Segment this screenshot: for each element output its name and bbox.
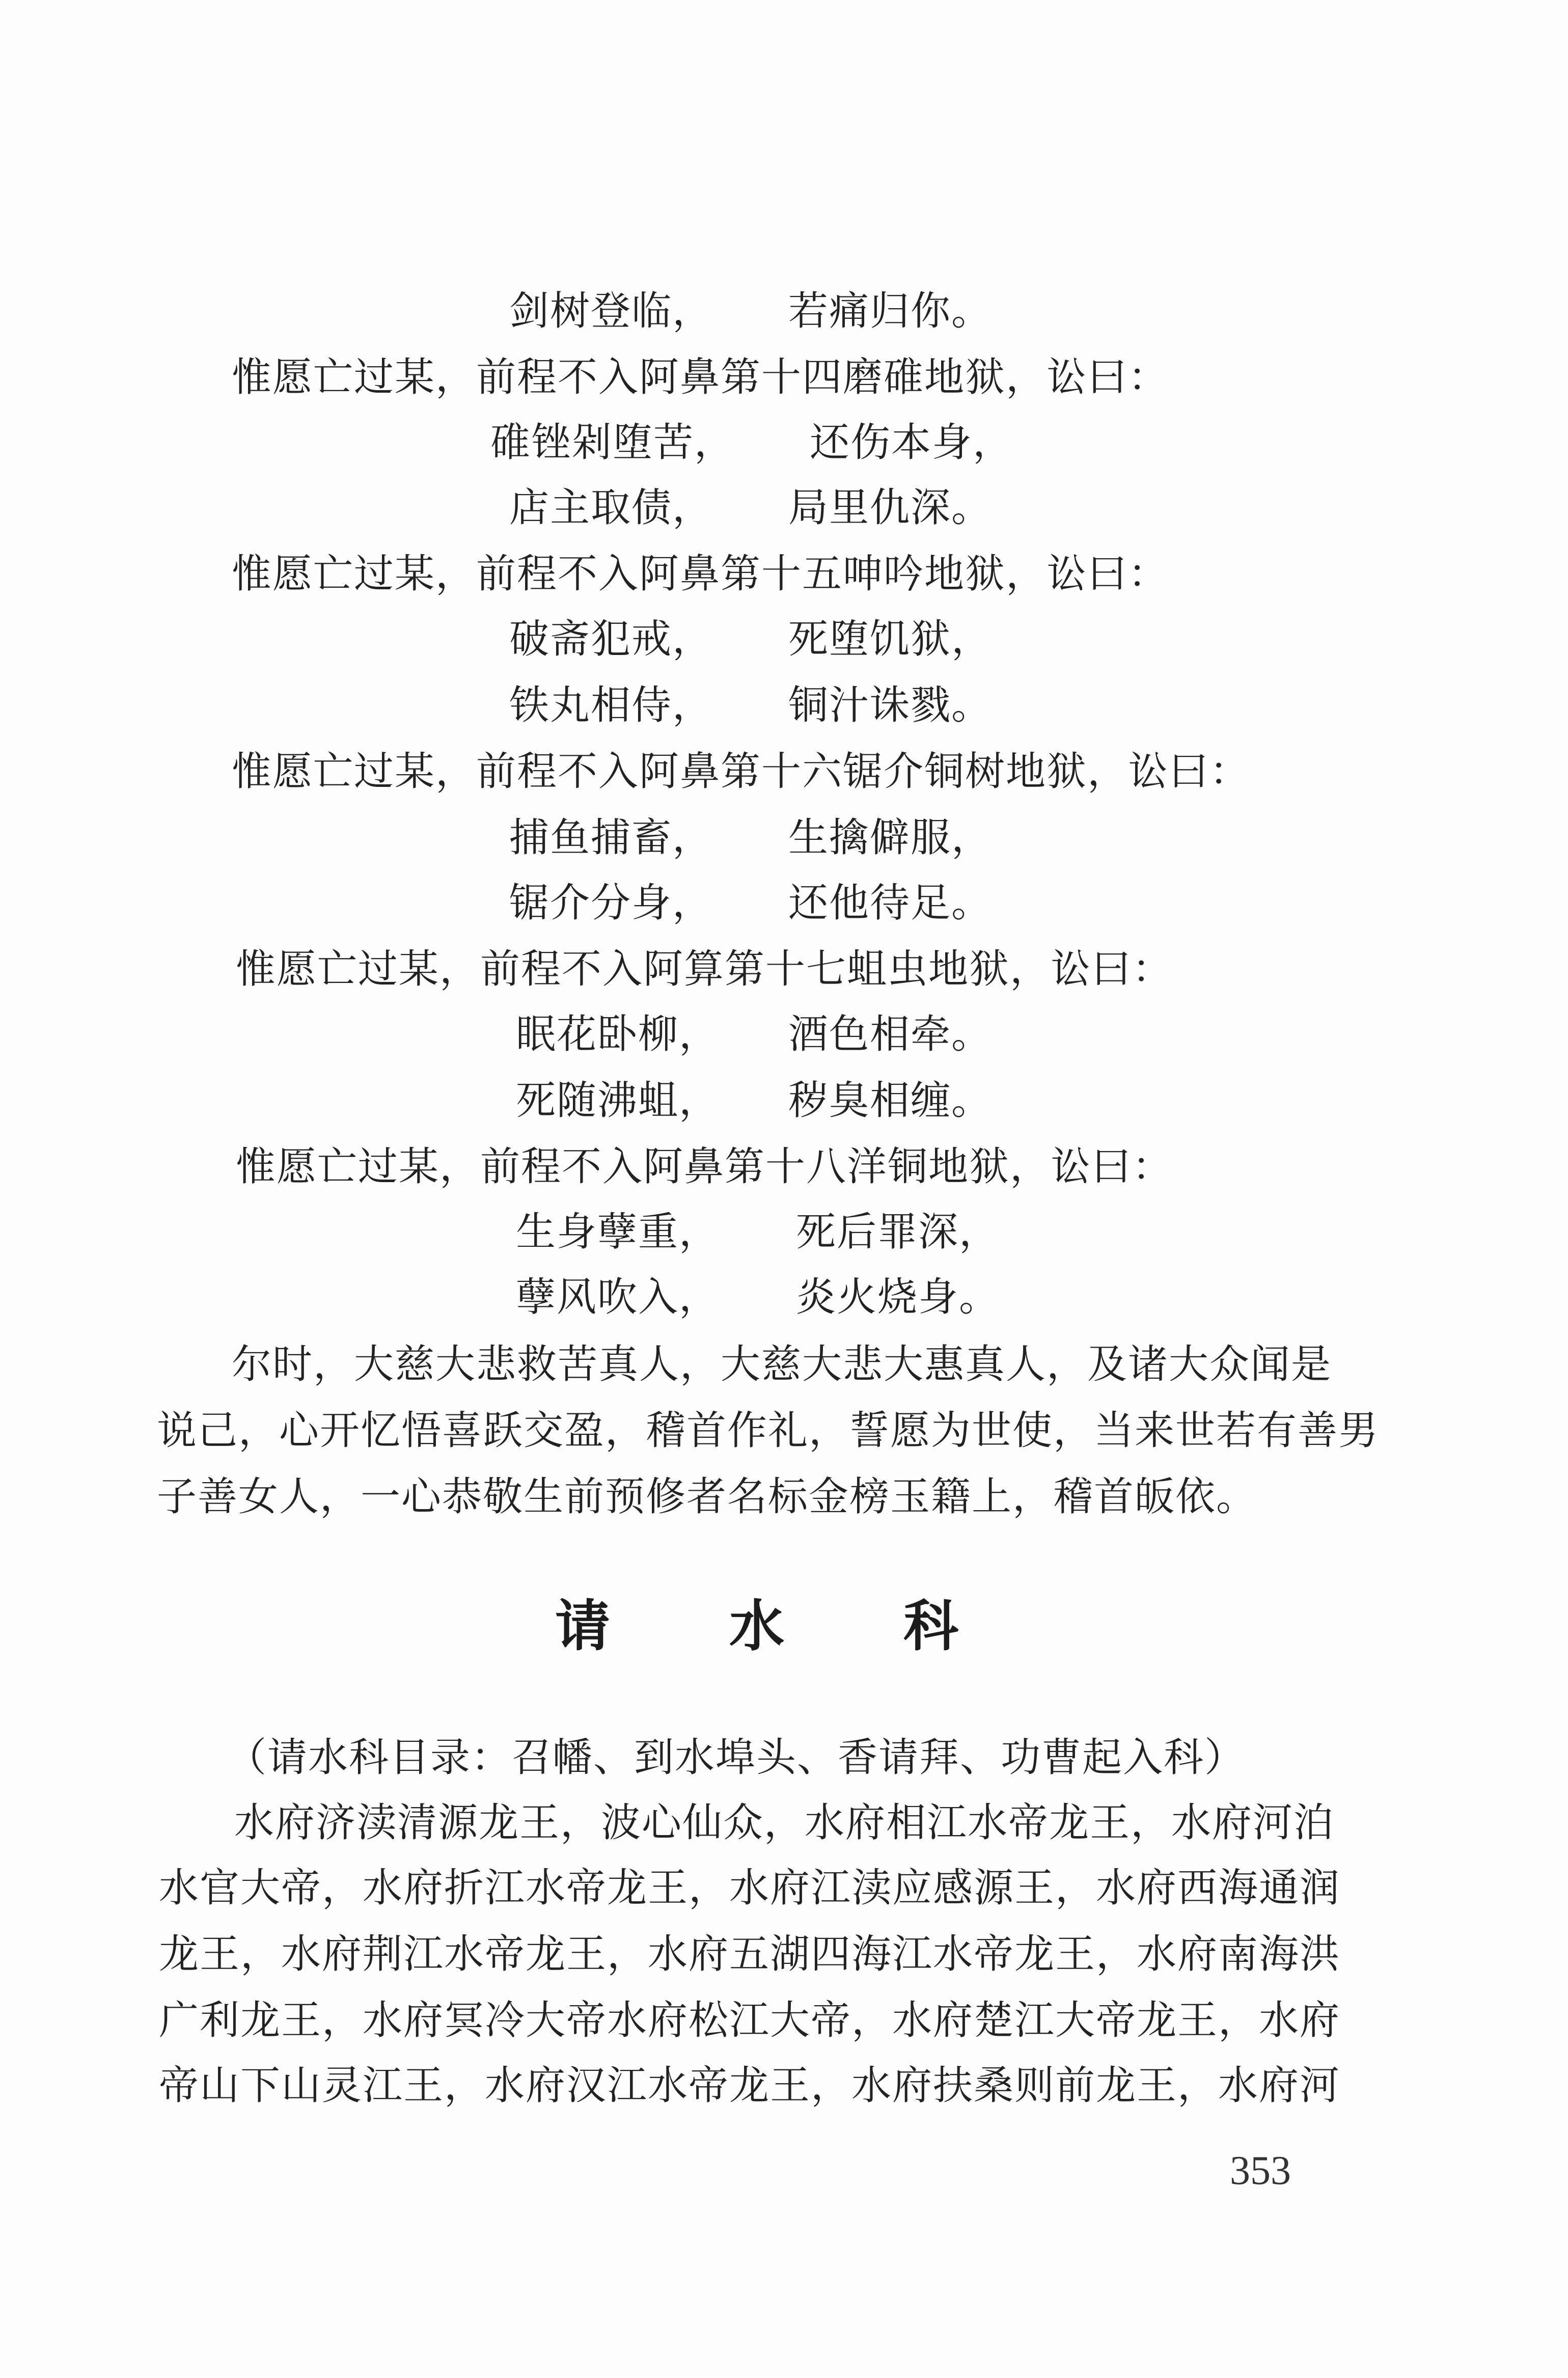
contents-note: （请水科目录：召幡、到水埠头、香请拜、功曹起入科） [227, 1735, 1246, 1781]
verse-right: 铜汁诛戮。 [788, 682, 993, 728]
paragraph-line: 尔时，大慈大悲救苦真人，大慈大悲大惠真人，及诸大众闻是 [232, 1342, 1332, 1387]
verse-right: 炎火烧身。 [796, 1274, 1000, 1320]
verse-right: 生擒僻服， [788, 815, 993, 861]
verse-left: 孽风吹入， [516, 1274, 720, 1320]
page-number: 353 [1230, 2148, 1291, 2193]
hell-heading: 惟愿亡过某，前程不入阿算第十七蛆虫地狱，讼曰： [236, 946, 1173, 992]
paragraph-line: 说己，心开忆悟喜跃交盈，稽首作礼，誓愿为世使，当来世若有善男 [157, 1408, 1380, 1454]
paragraph-line: 水府济渎清源龙王，波心仙众，水府相江水帝龙王，水府河泊 [234, 1800, 1335, 1846]
verse-left: 死随沸蛆， [516, 1078, 720, 1124]
paragraph-line: 广利龙王，水府冥冷大帝水府松江大帝，水府楚江大帝龙王，水府 [159, 1998, 1341, 2043]
section-title-char: 水 [729, 1595, 785, 1658]
verse-left: 生身孽重， [516, 1209, 720, 1255]
paragraph-line: 龙王，水府荆江水帝龙王，水府五湖四海江水帝龙王，水府南海洪 [159, 1931, 1341, 1977]
verse-right: 酒色相牵。 [788, 1012, 993, 1057]
verse-left: 碓锉剁堕苦， [490, 420, 735, 466]
paragraph-line: 子善女人，一心恭敬生前预修者名标金榜玉籍上，稽首皈依。 [157, 1474, 1257, 1520]
paragraph-line: 帝山下山灵江王，水府汉江水帝龙王，水府扶桑则前龙王，水府河 [159, 2063, 1341, 2109]
verse-right: 局里仇深。 [788, 485, 993, 531]
verse-right: 死后罪深， [796, 1209, 1000, 1255]
verse-left: 眠花卧柳， [516, 1012, 720, 1057]
paragraph-line: 水官大帝，水府折江水帝龙王，水府江渎应感源王，水府西海通润 [159, 1865, 1341, 1911]
verse-left: 店主取债， [509, 485, 713, 531]
verse-left: 铁丸相侍， [509, 682, 713, 728]
verse-right: 死堕饥狱， [788, 616, 993, 662]
verse-left: 剑树登临， [509, 288, 713, 334]
verse-right: 秽臭相缠。 [788, 1078, 993, 1124]
hell-heading: 惟愿亡过某，前程不入阿鼻第十八洋铜地狱，讼曰： [236, 1144, 1173, 1190]
verse-right: 还伤本身， [810, 420, 1014, 466]
hell-heading: 惟愿亡过某，前程不入阿鼻第十五呻吟地狱，讼曰： [232, 551, 1169, 597]
hell-heading: 惟愿亡过某，前程不入阿鼻第十六锯介铜树地狱，讼曰： [232, 749, 1251, 795]
verse-left: 锯介分身， [509, 880, 713, 926]
verse-right: 还他待足。 [788, 880, 993, 926]
verse-right: 若痛归你。 [788, 288, 993, 334]
verse-left: 捕鱼捕畜， [509, 815, 713, 861]
hell-heading: 惟愿亡过某，前程不入阿鼻第十四磨碓地狱，讼曰： [232, 354, 1169, 400]
section-title-char: 科 [903, 1595, 959, 1658]
verse-left: 破斋犯戒， [509, 616, 713, 662]
section-title-char: 请 [555, 1595, 611, 1658]
